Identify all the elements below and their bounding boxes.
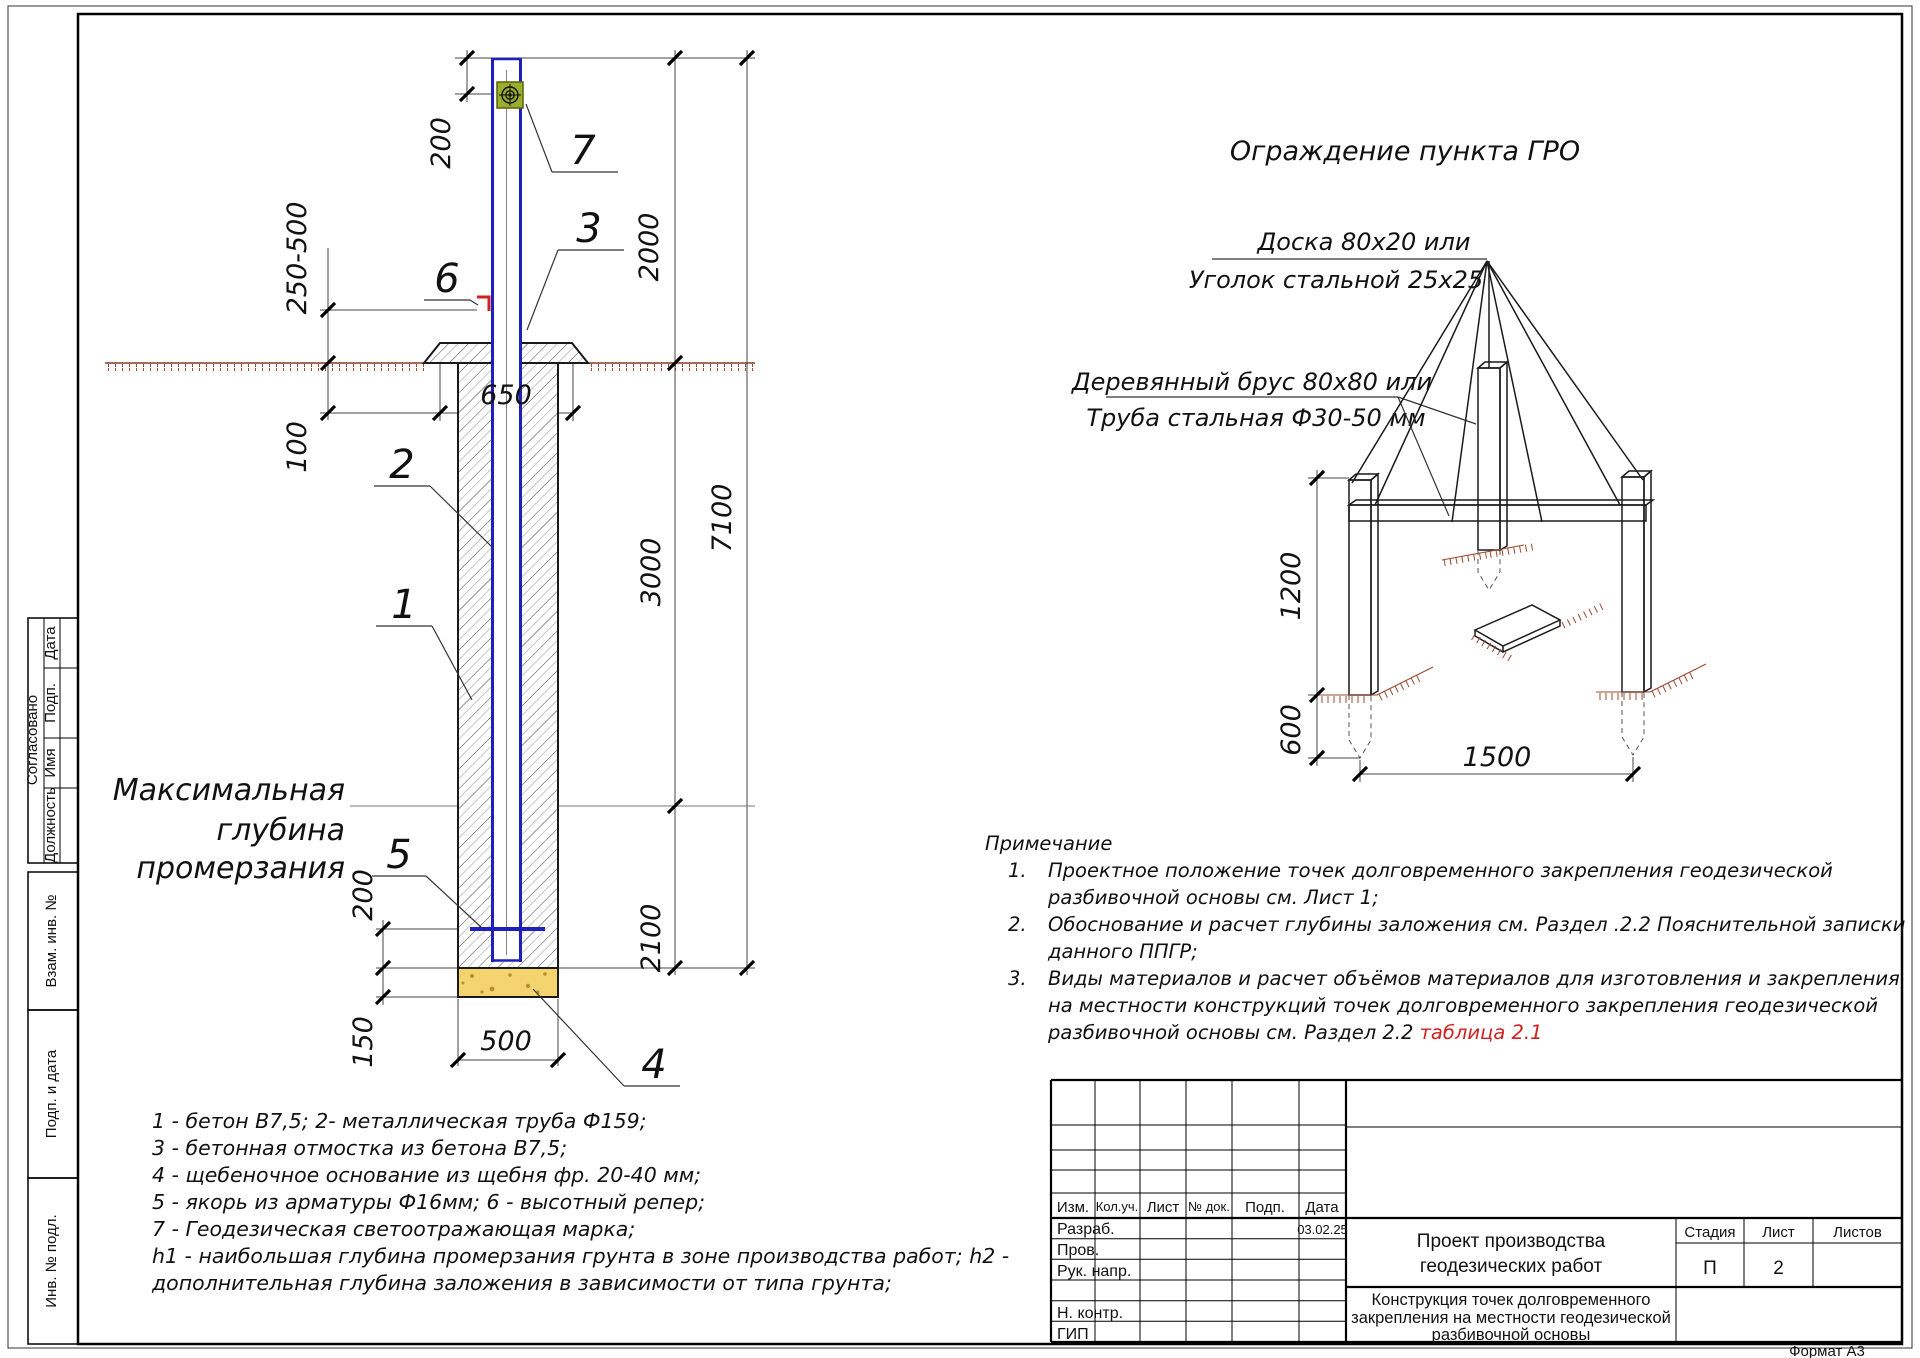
svg-text:4: 4 <box>641 1042 667 1088</box>
svg-text:1 - бетон В7,5; 2- металлическ: 1 - бетон В7,5; 2- металлическая труба Ф159; <box>152 1109 647 1133</box>
callout-3 <box>527 206 624 330</box>
dim-3000: 3000 <box>636 537 667 607</box>
dim-250-500: 250-500 <box>282 201 313 315</box>
buried-right <box>1622 692 1644 755</box>
col-izm: Изм. <box>1056 1199 1090 1216</box>
svg-text:7 - Геодезическая светоотражаю: 7 - Геодезическая светоотражающая марка; <box>152 1217 636 1241</box>
sidebar-position: Должность <box>42 787 59 863</box>
svg-text:5 - якорь из арматуры Ф16мм; 6: 5 - якорь из арматуры Ф16мм; 6 - высотный репер; <box>152 1190 706 1214</box>
col-ndok: № док. <box>1188 1199 1230 1214</box>
sidebar-agreed: Согласовано <box>24 694 41 786</box>
col-data: Дата <box>1305 1199 1339 1216</box>
ground-hatch-left <box>105 364 424 371</box>
svg-text:Труба стальная Ф30-50 мм: Труба стальная Ф30-50 мм <box>1086 404 1426 432</box>
monument-section-drawing <box>105 50 755 1088</box>
row-prov: Пров. <box>1057 1242 1100 1259</box>
height-benchmark-icon <box>477 297 489 311</box>
svg-text:Доска 80х20 или: Доска 80х20 или <box>1257 228 1471 256</box>
stage-value: П <box>1703 1258 1717 1279</box>
fence-center-post <box>1478 362 1507 550</box>
svg-text:Уголок стальной 25х25: Уголок стальной 25х25 <box>1188 266 1484 294</box>
svg-text:данного ППГР;: данного ППГР; <box>1048 940 1198 963</box>
svg-text:3 - бетонная отмостка из бетон: 3 - бетонная отмостка из бетона В7,5; <box>152 1136 568 1160</box>
svg-text:дополнительная глубина заложен: дополнительная глубина заложения в зависимости от типа грунта; <box>152 1271 892 1295</box>
stage-label: Стадия <box>1684 1224 1736 1241</box>
sidebar-sign-date: Подп. и дата <box>43 1049 60 1139</box>
svg-text:7: 7 <box>570 128 596 174</box>
svg-text:2.: 2. <box>1008 913 1027 936</box>
doc-title-line1: Конструкция точек долговременного <box>1371 1291 1651 1309</box>
red-table-ref: таблица 2.1 <box>1419 1021 1543 1044</box>
svg-text:Обоснование и расчет глубины з: Обоснование и расчет глубины заложения см. Раздел .2.2 Пояснительной записки <box>1048 913 1906 936</box>
sidebar-inv-orig: Инв. № подл. <box>43 1214 60 1308</box>
title-block <box>1051 1080 1902 1344</box>
svg-text:Проектное положение точек долг: Проектное положение точек долговременного закрепления геодезической <box>1048 859 1833 882</box>
doc-title-line2: закрепления на местности геодезической <box>1351 1309 1671 1327</box>
dim-1200: 1200 <box>1276 551 1307 621</box>
sidebar-stamp <box>24 618 78 1344</box>
dim-150: 150 <box>348 1016 379 1068</box>
gravel-base <box>458 968 558 997</box>
legend-block <box>151 1109 1009 1295</box>
dim-100: 100 <box>282 421 313 473</box>
svg-text:разбивочной основы см. Лист 1;: разбивочной основы см. Лист 1; <box>1048 886 1379 909</box>
doc-title-line3: разбивочной основы <box>1431 1326 1591 1344</box>
dim-650: 650 <box>480 380 532 411</box>
svg-text:h1 - наибольшая глубина промер: h1 - наибольшая глубина промерзания грунта в зоне производства работ; h2 - <box>152 1244 1010 1268</box>
svg-text:разбивочной основы см. Раздел: разбивочной основы см. Раздел 2.2 таблица 2.1 <box>1048 1021 1543 1044</box>
dim-7100: 7100 <box>707 483 738 553</box>
svg-text:на местности конструкций точек: на местности конструкций точек долговременного закрепления геодезической <box>1048 994 1878 1017</box>
dim-200-low: 200 <box>348 869 379 921</box>
board-note <box>1189 228 1487 294</box>
col-koluch: Кол.уч. <box>1095 1199 1139 1214</box>
col-podp: Подп. <box>1245 1199 1285 1216</box>
svg-text:4 - щебеночное основание из ще: 4 - щебеночное основание из щебня фр. 20-40 мм; <box>152 1163 702 1187</box>
fence-drawing <box>1071 136 1706 782</box>
svg-text:глубина: глубина <box>216 813 345 848</box>
svg-text:5: 5 <box>386 832 412 878</box>
row-nkontr: Н. контр. <box>1057 1305 1124 1322</box>
callout-4 <box>533 989 680 1088</box>
dim-1500: 1500 <box>1462 742 1532 773</box>
format-label: Формат А3 <box>1789 1343 1865 1358</box>
svg-text:Максимальная: Максимальная <box>112 773 345 808</box>
sidebar-replace-inv: Взам. инв. № <box>43 894 60 988</box>
svg-text:6: 6 <box>434 256 460 302</box>
freeze-depth-label <box>113 773 345 886</box>
fence-title: Ограждение пункта ГРО <box>1229 136 1581 167</box>
dim-600: 600 <box>1276 704 1307 756</box>
svg-text:Виды материалов и расчет объём: Виды материалов и расчет объёмов материалов для изготовления и закрепления <box>1048 967 1900 990</box>
listov-label: Листов <box>1833 1224 1882 1241</box>
ground-hatch-center-post <box>1442 544 1533 566</box>
sidebar-name: Имя <box>42 748 59 778</box>
svg-text:промерзания: промерзания <box>136 851 345 886</box>
dim-500: 500 <box>480 1026 532 1057</box>
ground-hatch-left-post <box>1318 667 1433 703</box>
row-ruknapr: Рук. напр. <box>1057 1263 1132 1280</box>
svg-text:2: 2 <box>389 442 415 488</box>
date-value: 03.02.25 <box>1297 1222 1348 1237</box>
svg-text:3.: 3. <box>1008 967 1027 990</box>
col-list: Лист <box>1146 1199 1180 1216</box>
svg-text:3: 3 <box>576 206 602 252</box>
callout-6 <box>424 256 478 305</box>
project-title-line1: Проект производства <box>1416 1231 1606 1252</box>
project-title-line2: геодезических работ <box>1419 1256 1603 1277</box>
row-razrab: Разраб. <box>1057 1221 1115 1238</box>
list-value: 2 <box>1773 1258 1784 1279</box>
fence-left-post <box>1349 474 1378 695</box>
dim-2100: 2100 <box>636 903 667 973</box>
callout-7 <box>526 104 618 174</box>
svg-text:Деревянный брус 80х80 или: Деревянный брус 80х80 или <box>1071 368 1433 396</box>
buried-left <box>1349 695 1371 758</box>
marker-plate <box>1472 604 1603 661</box>
post-note <box>1071 368 1476 516</box>
dim-200-top: 200 <box>426 117 457 169</box>
svg-text:1.: 1. <box>1008 859 1027 882</box>
sidebar-date: Дата <box>42 626 59 660</box>
row-gip: ГИП <box>1057 1326 1089 1343</box>
svg-text:1: 1 <box>391 582 417 628</box>
notes-block <box>985 832 1905 1044</box>
survey-mark-icon <box>497 82 523 108</box>
list-label: Лист <box>1762 1224 1795 1241</box>
notes-title: Примечание <box>985 832 1113 855</box>
fence-rail <box>1349 500 1653 521</box>
sidebar-sign: Подп. <box>42 683 59 723</box>
dim-2000: 2000 <box>634 212 665 282</box>
